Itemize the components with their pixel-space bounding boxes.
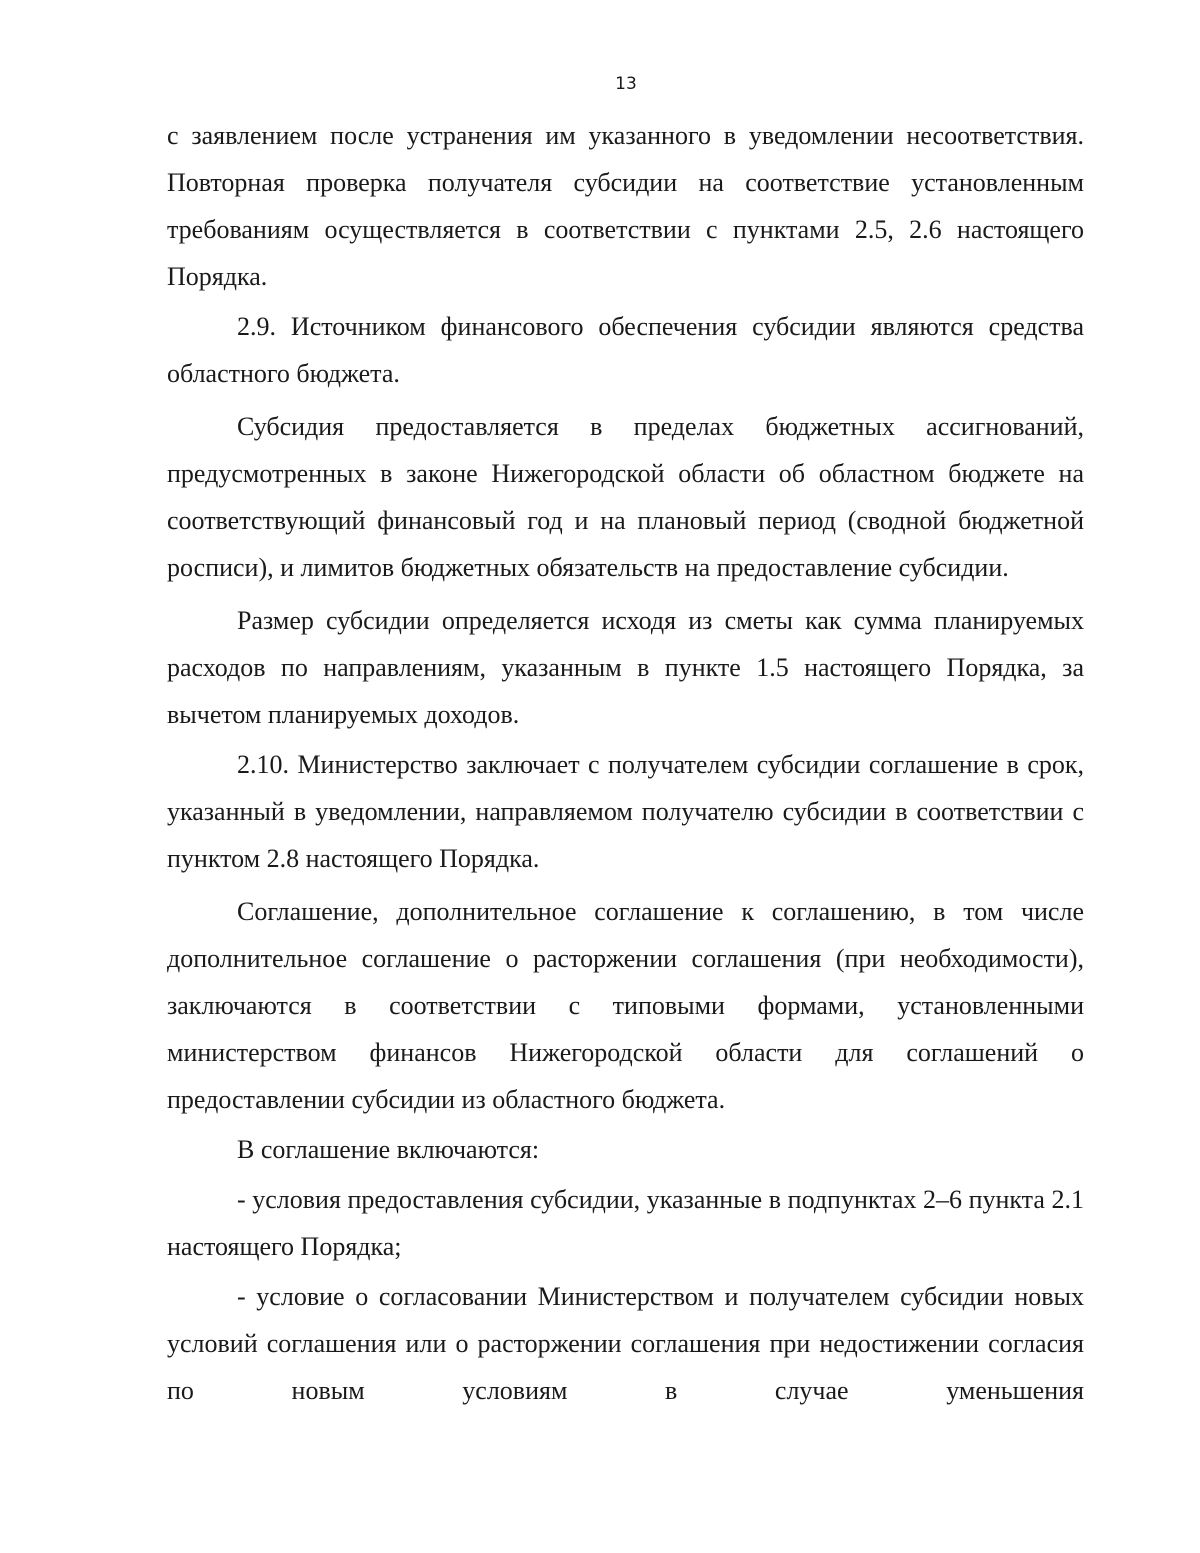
paragraph-continuation: с заявлением после устранения им указанного в уведомлении несоответствия. Повторная проверка получателя субсидии на соответствие установленным требованиям осуществляется в соответствии с пунктами 2.5, 2.6 настоящего Порядка. bbox=[167, 121, 1084, 291]
paragraph-agreement-forms: Соглашение, дополнительное соглашение к соглашению, в том числе дополнительное соглашение о расторжении соглашения (при необходимости), заключаются в соответствии с типовыми формами, установленными министерством финансов Нижегородской области для соглашений о предоставлении субсидии из областного бюджета. bbox=[167, 897, 1084, 1114]
paragraph-2-9: 2.9. Источником финансового обеспечения субсидии являются средства областного бюджета. bbox=[167, 312, 1084, 388]
paragraph-subsidy-amount: Размер субсидии определяется исходя из сметы как сумма планируемых расходов по направлениям, указанным в пункте 1.5 настоящего Порядка, за вычетом планируемых доходов. bbox=[167, 606, 1084, 729]
paragraph-subsidy-limits: Субсидия предоставляется в пределах бюджетных ассигнований, предусмотренных в законе Нижегородской области об областном бюджете на соответствующий финансовый год и на плановый период (сводной бюджетной росписи), и лимитов бюджетных обязательств на предоставление субсидии. bbox=[167, 412, 1084, 582]
list-item-new-conditions: - условие о согласовании Министерством и получателем субсидии новых условий соглашения или о расторжении соглашения при недостижении согласия по новым условиям в случае уменьшения bbox=[167, 1282, 1084, 1405]
list-item-conditions: - условия предоставления субсидии, указанные в подпунктах 2–6 пункта 2.1 настоящего Порядка; bbox=[167, 1185, 1084, 1261]
document-body bbox=[167, 112, 1084, 1414]
paragraph-2-10: 2.10. Министерство заключает с получателем субсидии соглашение в срок, указанный в уведомлении, направляемом получателю субсидии в соответствии с пунктом 2.8 настоящего Порядка. bbox=[167, 750, 1084, 873]
paragraph-agreement-includes: В соглашение включаются: bbox=[237, 1135, 540, 1164]
page-number: 13 bbox=[615, 74, 637, 94]
